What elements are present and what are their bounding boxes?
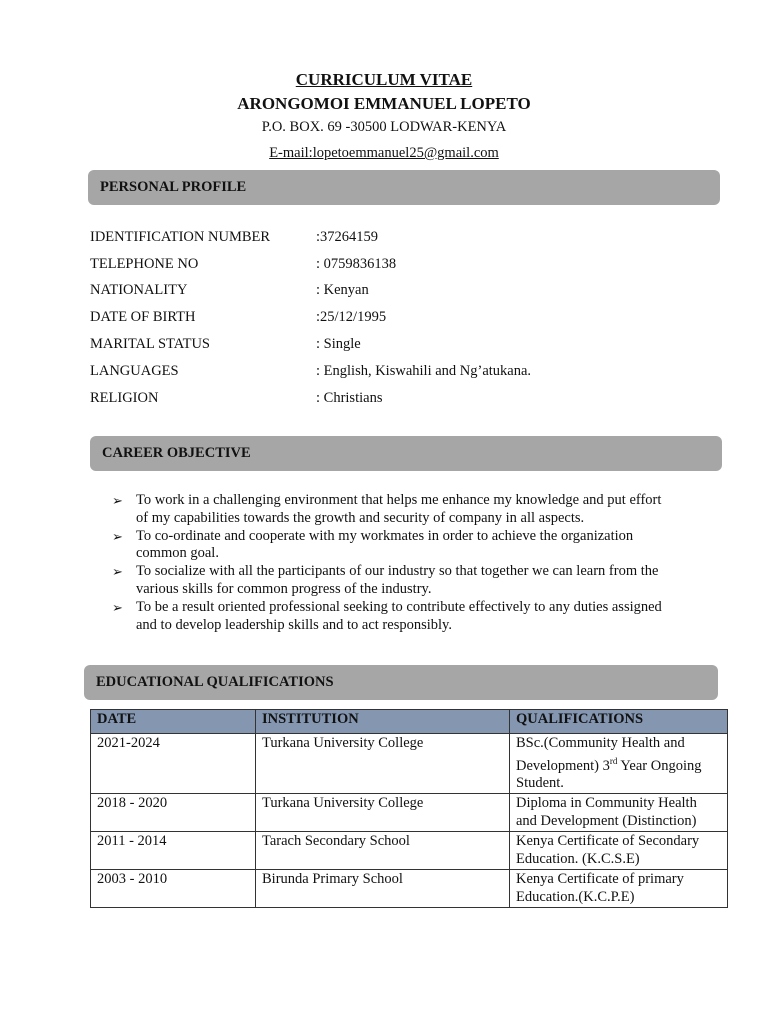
qualification-cell: Kenya Certificate of primary Education.(K.C.P.E) (510, 870, 728, 908)
institution-cell: Turkana University College (256, 734, 510, 794)
objective-text: To work in a challenging environment that helps me enhance my knowledge and put effort of my capabilities towards the growth and security of company in all aspects. (136, 492, 662, 526)
personal-profile-list (90, 224, 531, 412)
arrow-bullet-icon: ➢ (112, 564, 123, 580)
career-objective-list (112, 492, 672, 634)
education-table (90, 709, 728, 908)
qualification-cell: Kenya Certificate of Secondary Education. (K.C.S.E) (510, 832, 728, 870)
list-item (112, 492, 672, 528)
table-header-row (91, 710, 728, 734)
career-objective-heading: CAREER OBJECTIVE (90, 436, 722, 471)
profile-row-languages (90, 358, 531, 385)
profile-label: IDENTIFICATION NUMBER (90, 228, 271, 245)
objective-text: To socialize with all the participants of our industry so that together we can learn from the various skills for common progress of the industry. (136, 563, 659, 597)
date-cell: 2018 - 2020 (91, 794, 256, 832)
table-row (91, 734, 728, 794)
profile-row-marital (90, 331, 531, 358)
profile-value: : Christians (316, 389, 383, 406)
objective-text: To co-ordinate and cooperate with my workmates in order to achieve the organization common goal. (136, 527, 634, 562)
institution-cell: Turkana University College (256, 794, 510, 832)
date-cell: 2003 - 2010 (91, 870, 256, 908)
list-item (112, 528, 672, 564)
profile-row-id (90, 224, 531, 251)
educational-qualifications-heading: EDUCATIONAL QUALIFICATIONS (84, 665, 718, 700)
institution-cell: Tarach Secondary School (256, 832, 510, 870)
profile-value: : 0759836138 (316, 255, 397, 272)
table-row (91, 870, 728, 908)
qualification-cell (510, 734, 728, 794)
profile-row-telephone (90, 251, 531, 278)
profile-value: :37264159 (316, 228, 379, 245)
arrow-bullet-icon: ➢ (112, 528, 123, 544)
profile-value: : Kenyan (316, 282, 369, 299)
candidate-name: ARONGOMOI EMMANUEL LOPETO (237, 94, 531, 113)
profile-value: :25/12/1995 (316, 309, 387, 326)
profile-row-religion (90, 385, 531, 412)
list-item (112, 563, 672, 599)
cv-title: CURRICULUM VITAE (295, 70, 473, 89)
profile-row-nationality (90, 278, 531, 305)
profile-label: RELIGION (90, 389, 159, 406)
profile-label: DATE OF BIRTH (90, 309, 196, 326)
arrow-bullet-icon: ➢ (112, 599, 123, 615)
table-row (91, 794, 728, 832)
column-header-qualifications: QUALIFICATIONS (510, 710, 728, 734)
profile-label: NATIONALITY (90, 282, 188, 299)
email-address[interactable]: E-mail:lopetoemmanuel25@gmail.com (269, 145, 499, 161)
institution-cell: Birunda Primary School (256, 870, 510, 908)
column-header-date: DATE (91, 710, 256, 734)
profile-row-dob (90, 304, 531, 331)
postal-address: P.O. BOX. 69 -30500 LODWAR-KENYA (261, 119, 507, 135)
profile-label: LANGUAGES (90, 362, 179, 379)
list-item (112, 599, 672, 635)
arrow-bullet-icon: ➢ (112, 493, 123, 508)
personal-profile-heading: PERSONAL PROFILE (88, 170, 720, 205)
qualification-text: BSc.(Community Health and Development) 3 (516, 735, 685, 774)
profile-value: : English, Kiswahili and Ng’atukana. (316, 362, 532, 379)
column-header-institution: INSTITUTION (256, 710, 510, 734)
date-cell: 2021-2024 (91, 734, 256, 794)
date-cell: 2011 - 2014 (91, 832, 256, 870)
qualification-cell: Diploma in Community Health and Development (Distinction) (510, 794, 728, 832)
ordinal-suffix: rd (609, 755, 618, 766)
qualification-text: Year Ongoing Student. (516, 757, 702, 791)
objective-text: To be a result oriented professional seeking to contribute effectively to any duties assigned and to develop leadership skills and to act responsibly. (136, 598, 662, 633)
profile-value: : Single (316, 336, 361, 353)
profile-label: TELEPHONE NO (90, 255, 199, 272)
table-row (91, 832, 728, 870)
profile-label: MARITAL STATUS (90, 336, 210, 353)
